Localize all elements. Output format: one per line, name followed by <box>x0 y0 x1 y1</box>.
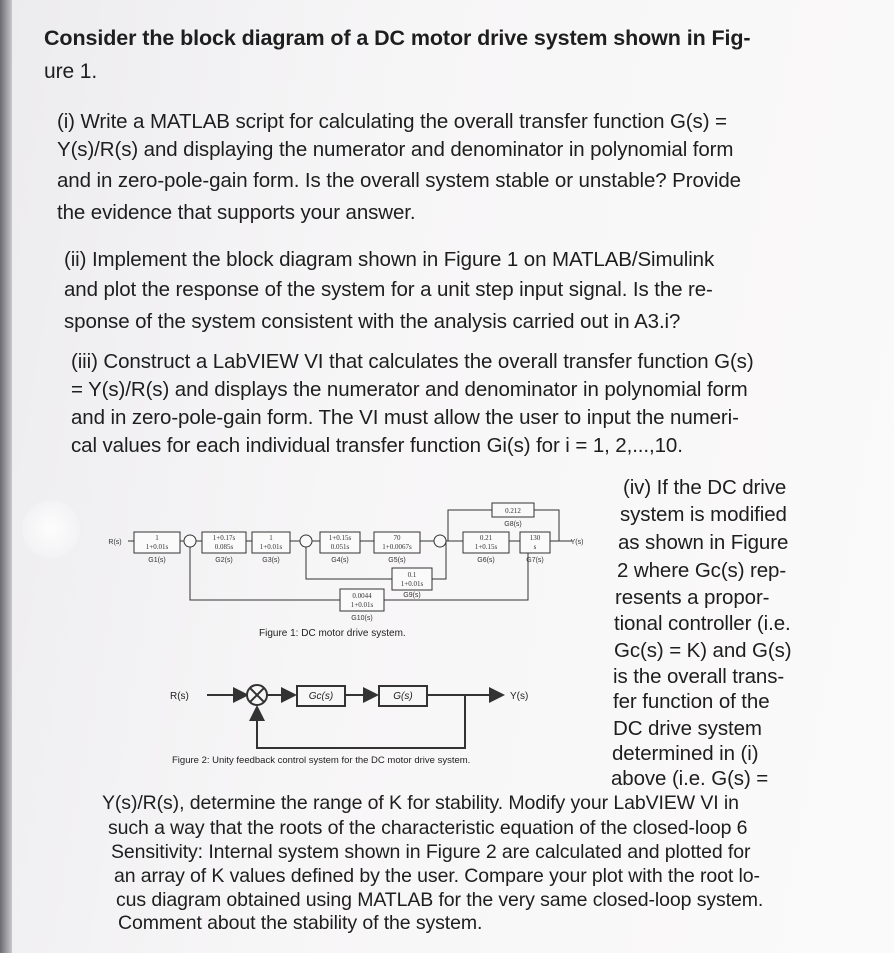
part-iv-side-line-3: as shown in Figure <box>618 531 789 554</box>
part-iv-side-line-4: 2 where Gc(s) rep- <box>617 559 787 582</box>
g6-den: 1+0.15s <box>474 543 498 551</box>
part-iv-bottom-line-6: Comment about the stability of the system. <box>118 912 483 934</box>
part-iv-side-line-8: is the overall trans- <box>613 665 785 688</box>
part-iv-bottom-line-5: cus diagram obtained using MATLAB for the very same closed-loop system. <box>116 889 764 911</box>
figure2-block-diagram <box>165 678 555 753</box>
g4-name: G4(s) <box>331 557 349 564</box>
fig2-input-label: R(s) <box>170 691 189 702</box>
question-title-line-2: ure 1. <box>44 60 98 83</box>
g8-num: 0.212 <box>505 507 521 515</box>
part-i-line-4: the evidence that supports your answer. <box>57 201 416 224</box>
fig1-output-label: Y(s) <box>570 539 584 546</box>
part-ii-line-3: sponse of the system consistent with the analysis carried out in A3.i? <box>64 310 681 333</box>
figure1-block-diagram <box>108 495 584 630</box>
g4-den: 0.051s <box>330 543 350 551</box>
part-iv-side-line-7: Gc(s) = K) and G(s) <box>614 639 792 662</box>
part-ii-line-1: (ii) Implement the block diagram shown in Figure 1 on MATLAB/Simulink <box>64 248 715 271</box>
g9-name: G9(s) <box>403 592 421 599</box>
g7-num: 130 <box>529 534 541 542</box>
g2-den: 0.085s <box>214 543 234 551</box>
g3-den: 1+0.01s <box>259 543 283 551</box>
fig2-controller-label: Gc(s) <box>308 691 334 702</box>
part-iv-side-line-11: determined in (i) <box>612 742 759 765</box>
g10-den: 1+0.01s <box>350 601 374 609</box>
g10-name: G10(s) <box>351 615 373 622</box>
g2-num: 1+0.17s <box>212 534 236 542</box>
part-iv-side-line-6: tional controller (i.e. <box>614 612 791 635</box>
g6-num: 0.21 <box>479 534 493 542</box>
part-ii-line-2: and plot the response of the system for a unit step input signal. Is the re- <box>64 278 713 301</box>
g5-den: 1+0.0067s <box>382 543 412 551</box>
g4-num: 1+0.15s <box>328 534 352 542</box>
g3-num: 1 <box>269 534 273 542</box>
g2-name: G2(s) <box>215 557 233 564</box>
fig2-plant-label: G(s) <box>393 691 413 702</box>
part-iii-line-4: cal values for each individual transfer function Gi(s) for i = 1, 2,...,10. <box>71 434 683 457</box>
part-i-line-3: and in zero-pole-gain form. Is the overall system stable or unstable? Provide <box>57 169 741 192</box>
glare-spot <box>22 500 80 558</box>
part-iv-side-line-9: fer function of the <box>613 690 770 713</box>
part-iv-bottom-line-1: Y(s)/R(s), determine the range of K for stability. Modify your LabVIEW VI in <box>102 792 739 814</box>
part-iv-bottom-line-4: an array of K values defined by the user. Compare your plot with the root lo- <box>114 865 760 887</box>
part-iii-line-2: = Y(s)/R(s) and displays the numerator and denominator in polynomial form <box>71 378 748 401</box>
fig2-output-label: Y(s) <box>510 691 529 702</box>
part-iv-side-line-2: system is modified <box>620 503 787 526</box>
g1-name: G1(s) <box>148 557 166 564</box>
figure1-caption: Figure 1: DC motor drive system. <box>259 628 406 639</box>
g3-name: G3(s) <box>262 557 280 564</box>
part-i-line-2: Y(s)/R(s) and displaying the numerator and denominator in polynomial form <box>57 138 734 161</box>
figure2-caption: Figure 2: Unity feedback control system for the DC motor drive system. <box>172 755 471 766</box>
fig1-input-label: R(s) <box>108 539 122 546</box>
question-title-line-1: Consider the block diagram of a DC motor drive system shown in Fig- <box>44 26 751 50</box>
g1-den: 1+0.01s <box>145 543 169 551</box>
part-iv-bottom-line-3: Sensitivity: Internal system shown in Figure 2 are calculated and plotted for <box>111 841 751 863</box>
g7-den: s <box>533 543 537 551</box>
g6-name: G6(s) <box>477 557 495 564</box>
g1-num: 1 <box>155 534 159 542</box>
g7-name: G7(s) <box>526 557 544 564</box>
part-iii-line-1: (iii) Construct a LabVIEW VI that calculates the overall transfer function G(s) <box>71 350 754 373</box>
part-iv-side-line-1: (iv) If the DC drive <box>623 476 787 499</box>
part-i-line-1: (i) Write a MATLAB script for calculating the overall transfer function G(s) = <box>57 110 727 133</box>
part-iv-side-line-12: above (i.e. G(s) = <box>611 767 769 790</box>
part-iv-side-line-10: DC drive system <box>613 717 762 740</box>
g9-den: 1+0.01s <box>400 580 424 588</box>
part-iv-side-line-5: resents a propor- <box>615 586 770 609</box>
g8-name: G8(s) <box>504 521 522 528</box>
g5-num: 70 <box>393 534 401 542</box>
part-iv-bottom-line-2: such a way that the roots of the characteristic equation of the closed-loop 6 <box>108 817 748 839</box>
screen-bezel <box>0 0 12 953</box>
g10-num: 0.0044 <box>352 592 372 600</box>
g5-name: G5(s) <box>388 557 406 564</box>
g9-num: 0.1 <box>407 571 417 579</box>
part-iii-line-3: and in zero-pole-gain form. The VI must allow the user to input the numeri- <box>71 406 739 429</box>
